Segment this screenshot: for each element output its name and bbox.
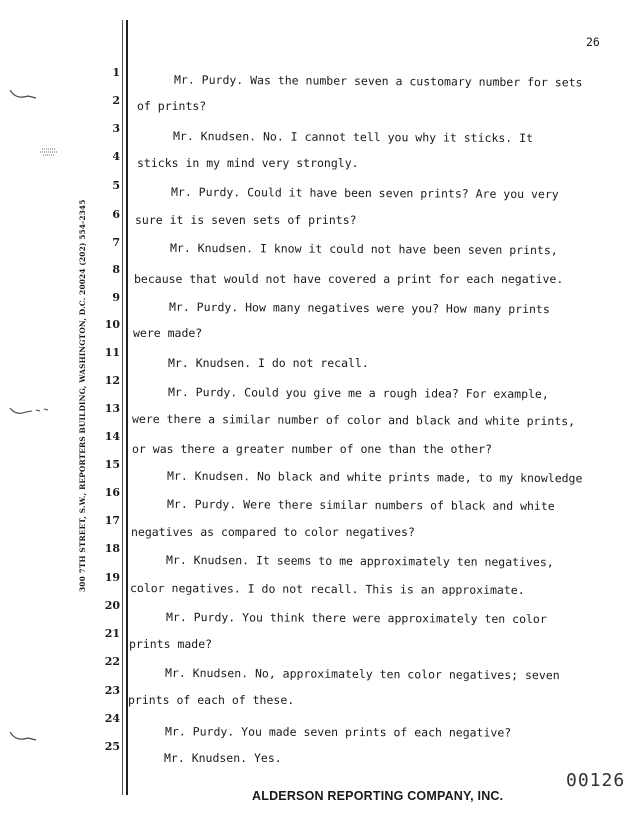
margin-mark [8,728,38,744]
transcript-line: Mr. Knudsen. It seems to me approximately ten negatives, [165,552,554,570]
line-number: 2 [112,94,120,107]
line-number: 21 [104,627,120,640]
line-number: 3 [112,122,120,135]
transcript-line: sticks in my mind very strongly. [137,156,359,170]
transcript-line: Mr. Purdy. Were there similar numbers of black and white [166,496,555,514]
line-number: 9 [112,291,120,304]
margin-rule [122,20,123,795]
line-number: 10 [104,318,120,331]
line-number: 19 [104,571,120,584]
transcript-line: Mr. Knudsen. No. I cannot tell you why it sticks. It [172,128,534,146]
transcript-line: prints of each of these. [128,693,295,707]
margin-rule-thick [126,20,128,795]
line-number: 1 [112,66,120,79]
line-number: 17 [104,514,120,527]
line-number: 5 [112,179,120,192]
line-number: 25 [104,740,120,753]
transcript-line: Mr. Knudsen. No, approximately ten color negatives; seven [164,665,560,683]
transcript-line: color negatives. I do not recall. This is an approximate. [129,580,525,598]
line-number: 14 [104,430,120,443]
line-number: 22 [104,655,120,668]
document-control-number: 00126 [566,770,626,791]
line-number: 7 [112,236,120,249]
reporting-company-footer: ALDERSON REPORTING COMPANY, INC. [252,789,504,803]
transcript-line: sure it is seven sets of prints? [135,213,357,227]
transcript-line: of prints? [137,99,207,113]
transcript-line: were made? [133,326,203,340]
line-number: 16 [104,486,120,499]
transcript-line: Mr. Purdy. You made seven prints of each negative? [164,724,512,740]
transcript-line: because that would not have covered a print for each negative. [134,272,564,286]
transcript-line: Mr. Purdy. Was the number seven a customary number for sets [173,72,583,90]
margin-mark [8,402,52,418]
transcript-line: Mr. Knudsen. I know it could not have been seven prints, [169,240,558,258]
transcript-line: Mr. Knudsen. No black and white prints made, to my knowledge [166,468,583,486]
line-number: 18 [104,542,120,555]
transcript-line: were there a similar number of color and black and white prints, [131,411,576,429]
transcript-line: Mr. Knudsen. I do not recall. [168,356,369,370]
line-number: 15 [104,458,120,471]
reporter-address: 300 7TH STREET, S.W., REPORTERS BUILDING, WASHINGTON, D.C. 20024 (202) 554-2345 [78,199,87,592]
transcript-line: or was there a greater number of one than the other? [132,442,493,456]
line-number: 6 [112,208,120,221]
transcript-line: Mr. Purdy. How many negatives were you? How many prints [168,299,550,317]
transcript-line: Mr. Purdy. Could you give me a rough idea? For example, [167,385,549,401]
page-number: 26 [586,35,600,49]
line-number: 8 [112,263,120,276]
transcript-line: Mr. Knudsen. Yes. [164,751,282,765]
line-number: 20 [104,599,120,612]
transcript-line: Mr. Purdy. You think there were approximately ten color [165,610,547,626]
line-number: 23 [104,684,120,697]
margin-mark [8,86,38,102]
line-number: 13 [104,402,120,415]
transcript-line: Mr. Purdy. Could it have been seven prints? Are you very [170,184,559,202]
line-number: 4 [112,150,120,163]
transcript-line: negatives as compared to color negatives? [131,525,415,539]
transcript-line: prints made? [129,637,213,651]
line-number: 24 [104,712,120,725]
line-number: 12 [104,374,120,387]
margin-mark [38,146,60,158]
line-number: 11 [104,346,120,359]
